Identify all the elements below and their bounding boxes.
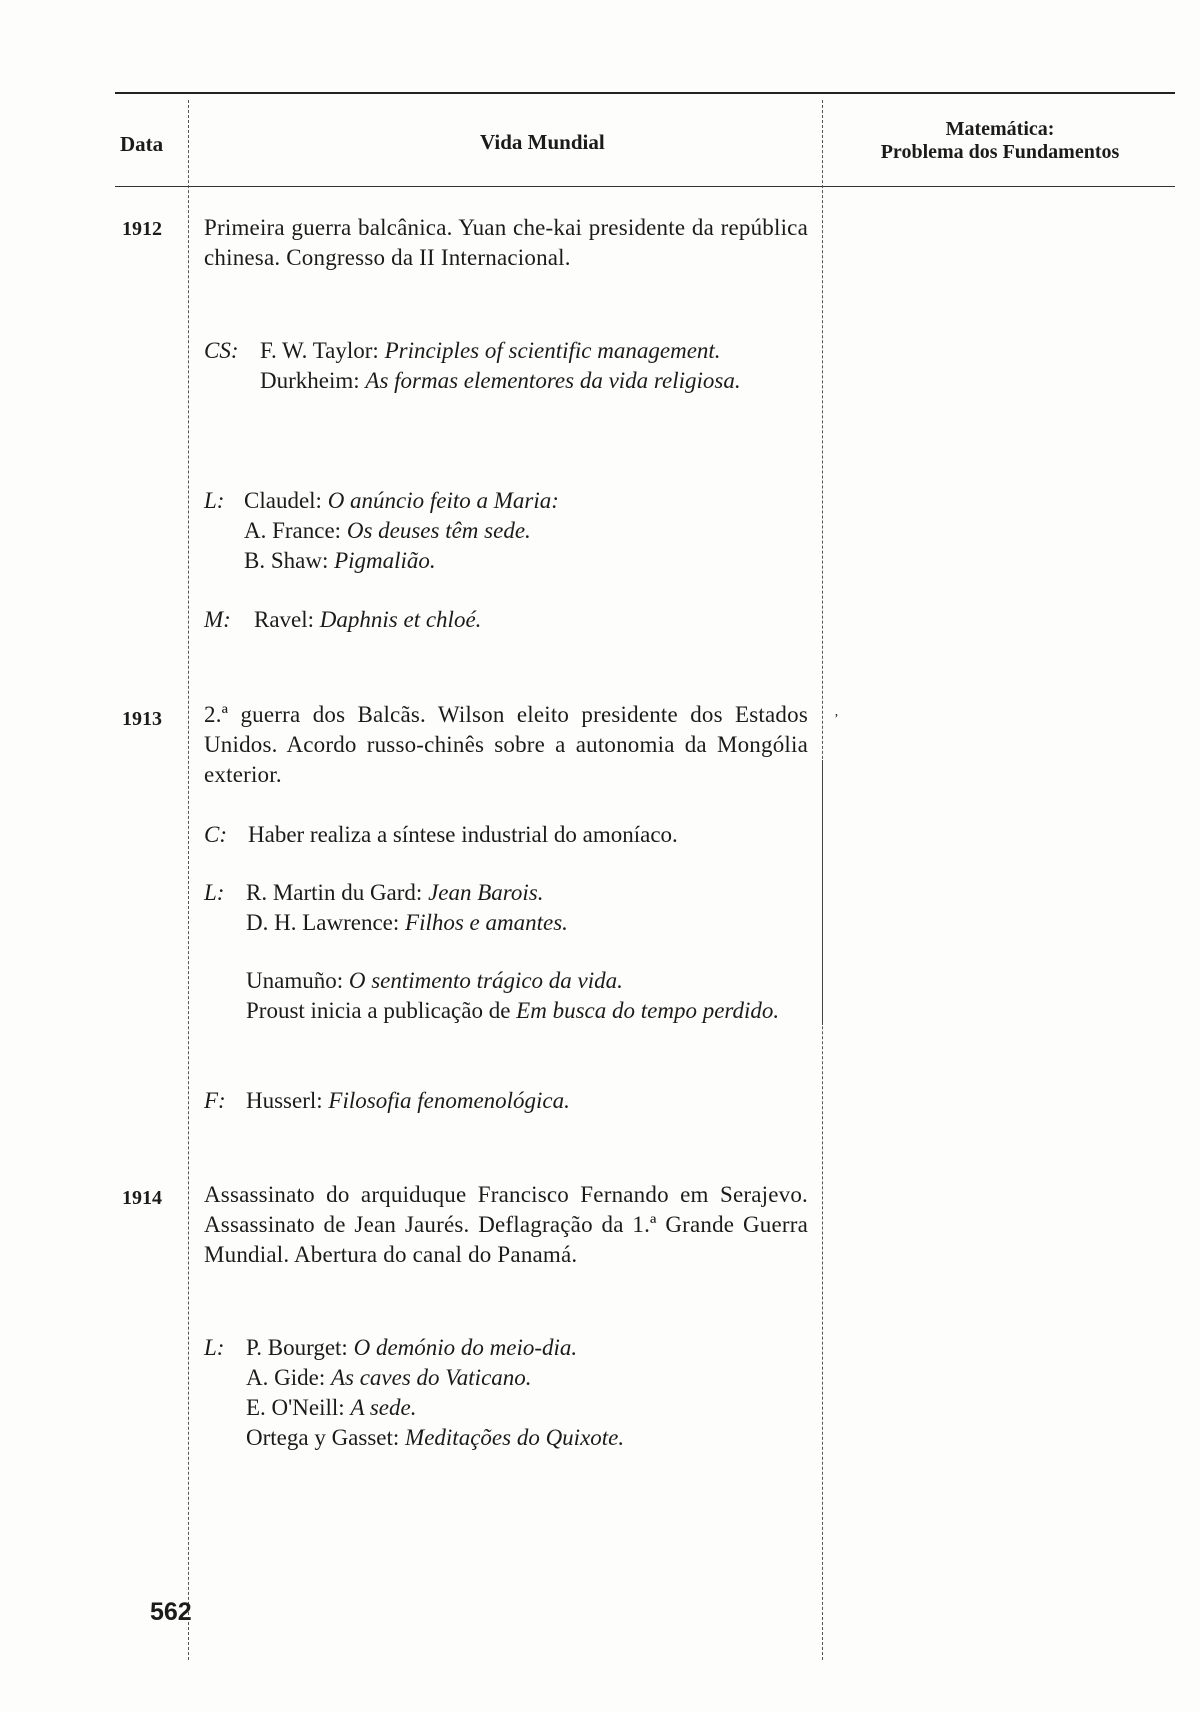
entry-taylor: F. W. Taylor: Principles of scientific management. (260, 338, 721, 363)
entry-france: A. France: Os deuses têm sede. (244, 518, 531, 543)
label-m: M: (204, 607, 231, 632)
section-c-1913 (204, 820, 808, 850)
section-l-1914 (204, 1333, 808, 1453)
entry-bourget: P. Bourget: O demónio do meio-dia. (246, 1335, 578, 1360)
header-matematica-line2: Problema dos Fundamentos (880, 141, 1120, 163)
label-cs: CS: (204, 338, 239, 363)
section-cs-1912 (204, 336, 808, 396)
header-vida-mundial: Vida Mundial (480, 130, 605, 154)
column-divider-left (188, 100, 189, 1660)
entry-lawrence: D. H. Lawrence: Filhos e amantes. (246, 910, 568, 935)
label-l-1914: L: (204, 1335, 225, 1360)
entry-proust: Proust inicia a publicação de Em busca do tempo perdido. (246, 998, 780, 1023)
entry-ortega: Ortega y Gasset: Meditações do Quixote. (246, 1425, 625, 1450)
entry-haber: Haber realiza a síntese industrial do amoníaco. (248, 822, 678, 847)
column-divider-right-solid (822, 760, 823, 1025)
margin-mark: ’ (834, 712, 839, 727)
label-l-1913: L: (204, 880, 225, 905)
label-f: F: (204, 1088, 226, 1113)
section-l-1913 (204, 878, 808, 1026)
world-1914: Assassinato do arquiduque Francisco Fernando em Serajevo. Assassinato de Jean Jaurés. Deflagração da 1.ª Grande Guerra Mundial. Abertura do canal do Panamá. (204, 1182, 808, 1267)
header-rule (115, 186, 1175, 187)
section-l-1912 (204, 486, 808, 576)
page-number: 562 (150, 1598, 192, 1626)
entry-martin-du-gard: R. Martin du Gard: Jean Barois. (246, 880, 544, 905)
world-1913: 2.ª guerra dos Balcãs. Wilson eleito presidente dos Estados Unidos. Acordo russo-chinês sobre a autonomia da Mongólia exterior. (204, 702, 808, 787)
entry-claudel: Claudel: O anúncio feito a Maria: (244, 488, 559, 513)
year-1914: 1914 (122, 1187, 162, 1209)
entry-husserl: Husserl: Filosofia fenomenológica. (246, 1088, 570, 1113)
section-m-1912 (204, 605, 808, 635)
header-matematica (830, 118, 1170, 164)
top-rule (115, 92, 1175, 94)
year-1912: 1912 (122, 218, 162, 240)
header-date: Data (120, 132, 164, 156)
header-matematica-line1: Matemática: (945, 118, 1055, 140)
entry-durkheim: Durkheim: As formas elementores da vida religiosa. (260, 368, 741, 393)
label-c: C: (204, 822, 227, 847)
entry-shaw: B. Shaw: Pigmalião. (244, 548, 436, 573)
section-f-1913 (204, 1086, 808, 1116)
year-1913: 1913 (122, 708, 162, 730)
label-l: L: (204, 488, 225, 513)
entry-oneill: E. O'Neill: A sede. (246, 1395, 417, 1420)
world-1912: Primeira guerra balcânica. Yuan che-kai presidente da república chinesa. Congresso da II Internacional. (204, 215, 808, 270)
entry-gide: A. Gide: As caves do Vaticano. (246, 1365, 532, 1390)
entry-ravel: Ravel: Daphnis et chloé. (254, 607, 482, 632)
entry-unamuno: Unamuño: O sentimento trágico da vida. (246, 968, 623, 993)
